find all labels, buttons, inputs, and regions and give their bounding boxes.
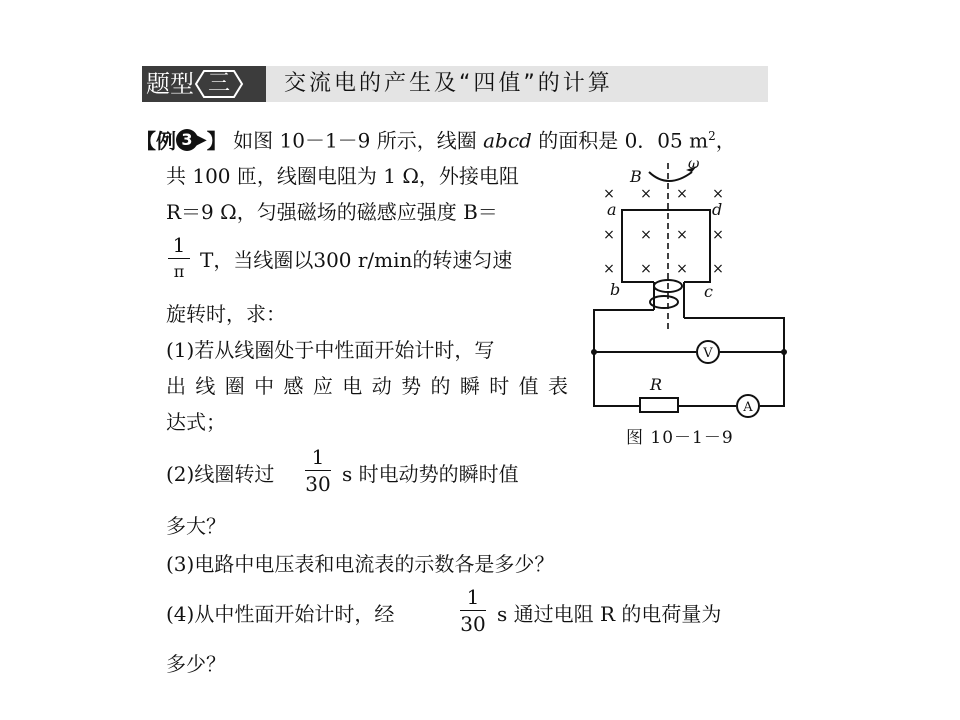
svg-text:×: ×	[712, 227, 724, 243]
example-line-5: 旋转时，求：	[166, 302, 286, 326]
question-1-line-2: 出线圈中感应电动势的瞬时值表	[166, 374, 568, 398]
fraction-1-over-pi: 1 π	[168, 234, 190, 283]
svg-text:×: ×	[712, 261, 724, 277]
svg-text:×: ×	[640, 261, 652, 277]
question-2-line-2: 多大？	[166, 514, 226, 538]
label-B: B	[630, 167, 642, 186]
question-4-line-1b: s 通过电阻 R 的电荷量为	[497, 602, 722, 626]
label-d: d	[712, 200, 723, 219]
svg-text:×: ×	[676, 261, 688, 277]
question-2-line-1a: (2)线圈转过	[166, 462, 275, 486]
question-2-line-1b: s 时电动势的瞬时值	[342, 462, 519, 486]
label-b: b	[610, 280, 621, 299]
fraction-1-over-30: 1 30	[305, 445, 331, 496]
svg-text:×: ×	[603, 227, 615, 243]
figure-caption: 图 10－1－9	[626, 428, 734, 448]
example-line-4: T，当线圈以300 r/min的转速匀速	[200, 248, 513, 272]
example-line-3: R＝9 Ω，匀强磁场的磁感应强度 B＝	[166, 200, 498, 224]
svg-text:×: ×	[712, 186, 724, 202]
question-4-line-1a: (4)从中性面开始计时，经	[166, 602, 395, 626]
svg-text:×: ×	[676, 186, 688, 202]
question-3: (3)电路中电压表和电流表的示数各是多少？	[166, 552, 555, 576]
example-label: 【例 3 ▶】	[136, 129, 227, 153]
fraction-1-over-30: 1 30	[460, 585, 486, 636]
coil-loop	[622, 210, 710, 282]
tag-prefix: 题型	[146, 70, 194, 98]
label-R: R	[650, 375, 663, 394]
label-omega: ω	[688, 156, 700, 172]
svg-text:×: ×	[603, 186, 615, 202]
question-4-line-2: 多少？	[166, 652, 226, 676]
example-line-1: 【例 3 ▶】 如图 10－1－9 所示，线圈 abcd 的面积是 0．05 $m^2$，	[136, 122, 736, 155]
example-line-2: 共 100 匝，线圈电阻为 1 Ω，外接电阻	[166, 164, 519, 188]
section-title: 交流电的产生及“四值”的计算	[284, 71, 613, 96]
svg-text:×: ×	[603, 261, 615, 277]
svg-text:×: ×	[640, 227, 652, 243]
tag-number: 三	[207, 71, 230, 96]
question-1-line-1: (1)若从线圈处于中性面开始计时，写	[166, 338, 495, 362]
svg-text:×: ×	[640, 186, 652, 202]
example-number-icon: 3	[176, 129, 198, 151]
coil-name: abcd	[483, 128, 532, 153]
label-c: c	[704, 282, 713, 301]
label-a: a	[607, 200, 617, 219]
question-1-line-3: 达式；	[166, 410, 226, 434]
arrow-icon: ▶	[196, 132, 207, 149]
rotation-arrow	[649, 172, 692, 181]
voltmeter-label: V	[703, 346, 713, 361]
resistor	[640, 398, 678, 412]
svg-text:×: ×	[676, 227, 688, 243]
ammeter-label: A	[743, 400, 753, 415]
